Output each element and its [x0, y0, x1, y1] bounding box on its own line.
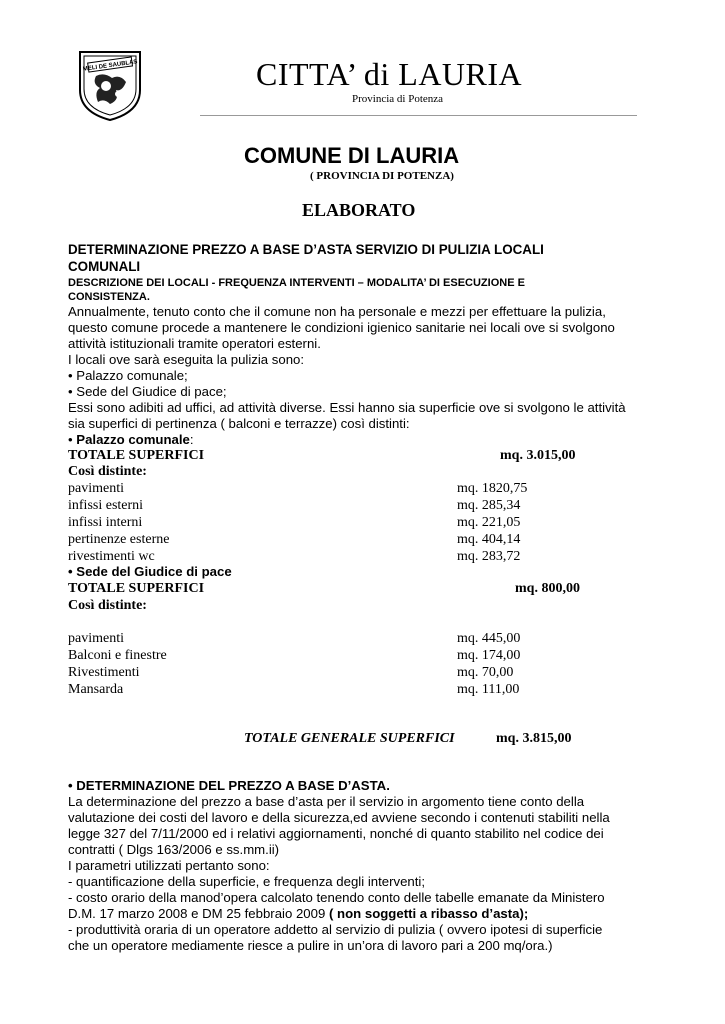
row-value: mq. 1820,75: [457, 481, 528, 496]
section1-subheading-line1: DESCRIZIONE DEI LOCALI - FREQUENZA INTERVENTI – MODALITA’ DI ESECUZIONE E: [68, 277, 525, 289]
row-value: mq. 111,00: [457, 682, 520, 697]
usage-paragraph-line1: Essi sono adibiti ad uffici, ad attività diverse. Essi hanno sia superficie ove si svolgono le attività: [68, 400, 626, 415]
giudice-total-value: mq. 800,00: [515, 581, 580, 596]
section2-line: contratti ( Dlgs 163/2006 e ss.mm.ii): [68, 842, 280, 857]
row-label: rivestimenti wc: [68, 549, 155, 564]
row-label: Balconi e finestre: [68, 648, 167, 663]
list-item: • Palazzo comunale;: [68, 368, 188, 384]
row-value: mq. 221,05: [457, 515, 521, 530]
section2-line: La determinazione del prezzo a base d’asta per il servizio in argomento tiene conto della: [68, 794, 585, 809]
table-row: [68, 548, 588, 565]
row-value: mq. 174,00: [457, 648, 521, 663]
row-value: mq. 283,72: [457, 549, 521, 564]
palazzo-distinte-label: Così distinte:: [68, 464, 147, 479]
comune-province: ( PROVINCIA DI POTENZA): [310, 170, 454, 182]
grand-total-label: TOTALE GENERALE SUPERFICI: [244, 731, 455, 746]
section2-line: - produttività oraria di un operatore addetto al servizio di pulizia ( ovvero ipotesi di superficie: [68, 922, 603, 937]
intro-paragraph-line2: questo comune procede a mantenere le condizioni igienico sanitarie nei locali ove si svolgono: [68, 320, 615, 335]
table-row: [68, 647, 588, 664]
table-row: [68, 531, 588, 548]
section2-line: [68, 906, 528, 922]
section2-line: I parametri utilizzati pertanto sono:: [68, 858, 270, 873]
section2-line: legge 327 del 7/11/2000 ed i relativi aggiornamenti, nonché di quanto stabilito nel codice dei: [68, 826, 604, 841]
palazzo-total-value: mq. 3.015,00: [500, 448, 576, 463]
section2-line: valutazione dei costi del lavoro e della sicurezza,ed avviene secondo i contenuti stabiliti nella: [68, 810, 610, 825]
row-value: mq. 445,00: [457, 631, 521, 646]
giudice-heading: • Sede del Giudice di pace: [68, 564, 232, 580]
city-crest-logo: [76, 46, 144, 122]
table-row: [68, 480, 588, 497]
intro-paragraph-line1: Annualmente, tenuto conto che il comune non ha personale e mezzi per effettuare la pulizia,: [68, 304, 606, 319]
giudice-distinte: [68, 597, 588, 614]
logo-banner-text: MELI DE SAUBLAS: [82, 59, 138, 73]
section2-line: che un operatore mediamente riesce a pulire in un’ora di lavoro pari a 200 mq/ora.): [68, 938, 553, 953]
not-subject-to-discount: ( non soggetti a ribasso d’asta);: [328, 906, 529, 921]
row-label: pavimenti: [68, 631, 124, 646]
row-label: infissi interni: [68, 515, 143, 530]
row-label: pavimenti: [68, 481, 124, 496]
decree-dates: D.M. 17 marzo 2008 e DM 25 febbraio 2009: [68, 906, 329, 921]
table-row: [68, 630, 588, 647]
giudice-total-row: [68, 580, 588, 597]
row-label: Rivestimenti: [68, 665, 140, 680]
table-row: [68, 514, 588, 531]
palazzo-total-label: TOTALE SUPERFICI: [68, 448, 205, 463]
city-province: Provincia di Potenza: [352, 93, 444, 105]
row-label: pertinenze esterne: [68, 532, 170, 547]
palazzo-total-row: [68, 447, 588, 464]
section2-line: - quantificazione della superficie, e frequenza degli interventi;: [68, 874, 426, 889]
locations-intro: I locali ove sarà eseguita la pulizia sono:: [68, 352, 305, 367]
palazzo-distinte: [68, 463, 588, 480]
row-label: Mansarda: [68, 682, 124, 697]
table-row: [68, 497, 588, 514]
list-item: • Sede del Giudice di pace;: [68, 384, 227, 400]
table-row: [68, 664, 588, 681]
section2-line: - costo orario della manod’opera calcolato tenendo conto delle tabelle emanate da Ministero: [68, 890, 605, 905]
palazzo-heading: [68, 432, 194, 448]
palazzo-heading-colon: :: [189, 432, 194, 447]
section1-heading-line2: COMUNALI: [68, 259, 141, 274]
palazzo-heading-text: Palazzo comunale: [76, 432, 190, 447]
row-label: infissi esterni: [68, 498, 144, 513]
table-row: [68, 681, 588, 698]
row-value: mq. 404,14: [457, 532, 521, 547]
intro-paragraph-line3: attività istituzionali tramite operatori esterni.: [68, 336, 321, 351]
giudice-distinte-label: Così distinte:: [68, 598, 147, 613]
row-value: mq. 70,00: [457, 665, 514, 680]
usage-paragraph-line2: sia superfici di pertinenza ( balconi e terrazze) così distinti:: [68, 416, 410, 431]
row-value: mq. 285,34: [457, 498, 521, 513]
elaborato-heading: ELABORATO: [302, 200, 416, 220]
section2-heading: • DETERMINAZIONE DEL PREZZO A BASE D’ASTA.: [68, 778, 390, 794]
header-divider: [200, 115, 637, 116]
section1-heading-line1: DETERMINAZIONE PREZZO A BASE D’ASTA SERVIZIO DI PULIZIA LOCALI: [68, 242, 544, 257]
comune-title: COMUNE DI LAURIA: [244, 143, 460, 168]
section1-subheading-line2: CONSISTENZA.: [68, 291, 150, 303]
grand-total-value: mq. 3.815,00: [496, 731, 572, 746]
city-title: CITTA’ di LAURIA: [256, 56, 523, 92]
giudice-total-label: TOTALE SUPERFICI: [68, 581, 205, 596]
